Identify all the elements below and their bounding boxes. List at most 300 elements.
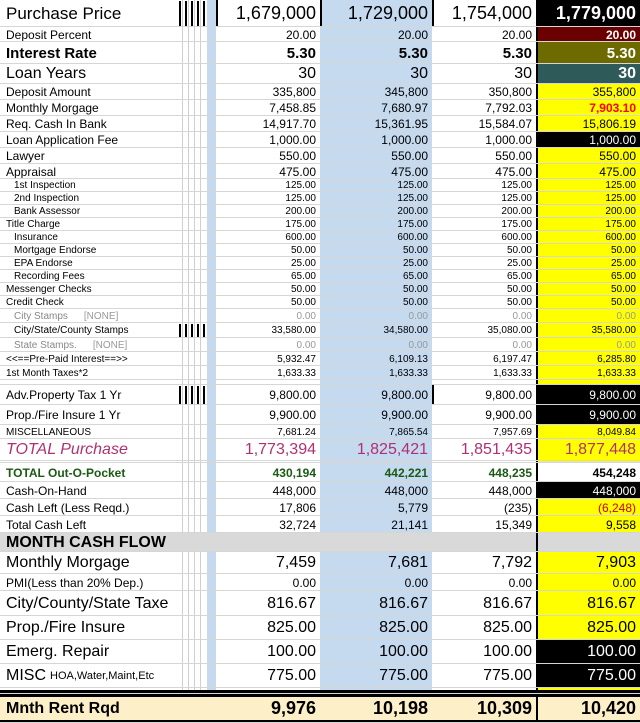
value-cell-col1[interactable] (216, 385, 320, 405)
value-cell-col1[interactable] (216, 309, 320, 323)
value-cell-col1[interactable] (216, 366, 320, 380)
value-text: 35,080.00 (487, 325, 532, 336)
value-text: 125.00 (397, 193, 428, 204)
value-text: 50.00 (506, 284, 532, 295)
row-label[interactable] (0, 533, 178, 552)
value-text: 825.00 (587, 619, 636, 636)
value-text: 35,580.00 (591, 325, 636, 336)
value-cell-col3[interactable] (432, 439, 536, 461)
row-label[interactable] (0, 552, 178, 574)
value-cell-col3[interactable] (432, 533, 536, 552)
column-divider-stripes (178, 439, 216, 461)
value-cell-col2[interactable] (320, 574, 432, 591)
value-cell-col3[interactable] (432, 482, 536, 499)
value-text: 600.00 (285, 232, 316, 243)
row-city-stamps (0, 309, 640, 323)
value-cell-col3[interactable] (432, 64, 536, 84)
column-divider-stripes (178, 405, 216, 425)
row-label[interactable] (0, 516, 178, 533)
value-cell-col4[interactable] (536, 533, 640, 552)
value-cell-col2[interactable] (320, 148, 432, 164)
value-cell-col4[interactable] (536, 366, 640, 380)
row-label[interactable] (0, 405, 178, 425)
row-label[interactable] (0, 64, 178, 84)
value-text: 25.00 (402, 258, 428, 269)
column-divider-stripes (178, 533, 216, 552)
value-cell-col4[interactable] (536, 385, 640, 405)
row-label[interactable] (0, 164, 178, 179)
value-cell-col3[interactable] (432, 100, 536, 116)
value-text: 448,000 (488, 483, 532, 498)
value-cell-col1[interactable] (216, 482, 320, 499)
row-label[interactable] (0, 640, 178, 664)
value-text: 100.00 (483, 643, 532, 660)
value-text: 7,680.97 (381, 101, 428, 115)
value-text: 7,792 (491, 554, 532, 571)
value-cell-col3[interactable] (432, 27, 536, 42)
column-divider-stripes (178, 148, 216, 164)
value-cell-col3[interactable] (432, 463, 536, 482)
value-cell-col2[interactable] (320, 425, 432, 439)
column-divider-stripes (178, 352, 216, 366)
value-text: 17,806 (279, 500, 316, 515)
value-text: 65.00 (402, 271, 428, 282)
value-cell-col2[interactable] (320, 132, 432, 148)
value-text: 5,779 (397, 500, 428, 515)
column-divider-stripes (178, 100, 216, 116)
row-label[interactable] (0, 352, 178, 366)
value-cell-col1[interactable] (216, 439, 320, 461)
value-cell-col3[interactable] (432, 338, 536, 352)
value-text: 50.00 (290, 284, 316, 295)
value-cell-col1[interactable] (216, 164, 320, 179)
value-text: 1,679,000 (235, 3, 316, 23)
value-text: 0.00 (404, 575, 428, 590)
value-cell-col1[interactable] (216, 323, 320, 338)
value-text: 100.00 (379, 643, 428, 660)
column-divider-stripes (178, 463, 216, 482)
row-deposit-percent (0, 27, 640, 42)
row-label[interactable] (0, 616, 178, 640)
row-pre-paid-interest (0, 352, 640, 366)
value-cell-col3[interactable] (432, 591, 536, 616)
value-cell-col2[interactable] (320, 27, 432, 42)
row-label[interactable] (0, 499, 178, 516)
row-label[interactable] (0, 84, 178, 100)
value-text: 50.00 (610, 297, 636, 308)
value-text: 600.00 (605, 232, 636, 243)
column-divider-stripes (178, 697, 216, 720)
value-text: 7,903.10 (589, 101, 636, 115)
value-text: 15,584.07 (478, 117, 532, 131)
value-text: 9,800.00 (269, 388, 316, 402)
value-text: 175.00 (397, 219, 428, 230)
value-text: 65.00 (506, 271, 532, 282)
value-cell-col3[interactable] (432, 116, 536, 132)
value-text: 50.00 (290, 245, 316, 256)
value-text: 125.00 (285, 193, 316, 204)
value-cell-col2[interactable] (320, 463, 432, 482)
value-text: 442,221 (384, 465, 428, 480)
value-cell-col2[interactable] (320, 516, 432, 533)
value-cell-col4[interactable] (536, 463, 640, 482)
value-cell-col4[interactable] (536, 697, 640, 720)
value-cell-col4[interactable] (536, 27, 640, 42)
value-text: 10,309 (476, 698, 532, 718)
row-label-text: City Stamps (14, 310, 68, 322)
row-label[interactable] (0, 132, 178, 148)
value-cell-col4[interactable] (536, 664, 640, 688)
row-label-text: Purchase Price (6, 3, 122, 23)
value-cell-col3[interactable] (432, 164, 536, 179)
value-cell-col4[interactable] (536, 64, 640, 84)
value-cell-col2[interactable] (320, 366, 432, 380)
row-1st-month-taxes-2 (0, 366, 640, 380)
value-cell-col4[interactable] (536, 84, 640, 100)
row-label[interactable] (0, 338, 178, 352)
value-text: 65.00 (610, 271, 636, 282)
value-text: 15,349 (495, 517, 532, 532)
row-label-text: State Stamps. (14, 339, 77, 351)
column-divider-stripes (178, 309, 216, 323)
value-text: 50.00 (506, 245, 532, 256)
value-text: 5,932.47 (277, 353, 316, 365)
value-cell-col2[interactable] (320, 405, 432, 425)
row-label-suffix: HOA,Water,Maint,Etc (50, 670, 155, 682)
value-cell-col1[interactable] (216, 27, 320, 42)
value-cell-col3[interactable] (432, 616, 536, 640)
row-cash-on-hand (0, 482, 640, 499)
row-label[interactable] (0, 0, 178, 27)
row-label[interactable] (0, 591, 178, 616)
value-cell-col1[interactable] (216, 132, 320, 148)
value-cell-col4[interactable] (536, 42, 640, 64)
column-divider-stripes (178, 516, 216, 533)
value-text: 30 (410, 65, 428, 82)
value-cell-col3[interactable] (432, 0, 536, 27)
value-cell-col3[interactable] (432, 132, 536, 148)
row-label-text: Cash-On-Hand (6, 483, 87, 498)
value-cell-col1[interactable] (216, 640, 320, 664)
value-cell-col4[interactable] (536, 352, 640, 366)
row-label-text: MONTH CASH FLOW (6, 533, 166, 551)
value-cell-col3[interactable] (432, 385, 536, 405)
value-cell-col3[interactable] (432, 640, 536, 664)
row-label-text: City/County/State Taxe (6, 594, 169, 612)
row-loan-years (0, 64, 640, 84)
value-cell-col4[interactable] (536, 591, 640, 616)
value-cell-col3[interactable] (432, 516, 536, 533)
value-text: 7,865.54 (389, 426, 428, 438)
row-loan-application-fee (0, 132, 640, 148)
row-emerg-repair (0, 640, 640, 664)
value-text: 475.00 (599, 164, 636, 179)
value-cell-col3[interactable] (432, 405, 536, 425)
value-cell-col3[interactable] (432, 309, 536, 323)
value-cell-col1[interactable] (216, 533, 320, 552)
value-cell-col1[interactable] (216, 425, 320, 439)
row-label-text: TOTAL Purchase (6, 441, 128, 458)
row-label-text: Interest Rate (6, 44, 97, 62)
value-text: 15,361.95 (374, 117, 428, 131)
row-label[interactable] (0, 463, 178, 482)
value-text: 21,141 (391, 517, 428, 532)
row-label[interactable] (0, 439, 178, 461)
value-cell-col1[interactable] (216, 552, 320, 574)
value-cell-col4[interactable] (536, 323, 640, 338)
value-cell-col2[interactable] (320, 697, 432, 720)
value-cell-col1[interactable] (216, 148, 320, 164)
value-text: 7,681 (387, 554, 428, 571)
row-mnth-rent-rqd (0, 694, 640, 723)
value-cell-col4[interactable] (536, 132, 640, 148)
value-cell-col2[interactable] (320, 0, 432, 27)
value-cell-col1[interactable] (216, 352, 320, 366)
value-text: 100.00 (267, 643, 316, 660)
value-cell-col2[interactable] (320, 338, 432, 352)
value-text: 200.00 (501, 206, 532, 217)
value-text: 9,900.00 (381, 408, 428, 422)
value-cell-col4[interactable] (536, 439, 640, 461)
value-text: 550.00 (599, 149, 636, 163)
value-cell-col4[interactable] (536, 0, 640, 27)
value-cell-col4[interactable] (536, 405, 640, 425)
row-label[interactable] (0, 482, 178, 499)
value-cell-col1[interactable] (216, 499, 320, 516)
column-divider-stripes (178, 425, 216, 439)
value-text: 0.00 (616, 339, 636, 351)
value-text: 50.00 (506, 297, 532, 308)
row-label[interactable] (0, 148, 178, 164)
value-cell-col2[interactable] (320, 64, 432, 84)
value-text: 5.30 (502, 44, 532, 62)
value-cell-col4[interactable] (536, 574, 640, 591)
value-text: 1,000.00 (269, 133, 316, 147)
column-divider-stripes (178, 640, 216, 664)
value-cell-col2[interactable] (320, 616, 432, 640)
value-text: 125.00 (501, 180, 532, 191)
row-label-text: Monthly Morgage (6, 554, 130, 571)
value-text: 350,800 (488, 85, 532, 99)
value-cell-col2[interactable] (320, 499, 432, 516)
row-label[interactable] (0, 309, 178, 323)
column-divider-stripes (178, 366, 216, 380)
value-cell-col1[interactable] (216, 574, 320, 591)
row-label-text: Prop./Fire Insure 1 Yr (6, 408, 121, 422)
value-text: 825.00 (483, 619, 532, 636)
value-cell-col1[interactable] (216, 516, 320, 533)
value-cell-col1[interactable] (216, 0, 320, 27)
value-cell-col1[interactable] (216, 591, 320, 616)
value-cell-col2[interactable] (320, 482, 432, 499)
value-cell-col4[interactable] (536, 338, 640, 352)
value-cell-col2[interactable] (320, 42, 432, 64)
value-cell-col2[interactable] (320, 309, 432, 323)
value-text: 7,903 (595, 554, 636, 571)
column-divider-stripes (178, 338, 216, 352)
value-cell-col1[interactable] (216, 616, 320, 640)
value-cell-col1[interactable] (216, 116, 320, 132)
value-cell-col1[interactable] (216, 664, 320, 688)
value-cell-col1[interactable] (216, 42, 320, 64)
value-cell-col3[interactable] (432, 352, 536, 366)
value-cell-col3[interactable] (432, 574, 536, 591)
value-text: 9,900.00 (589, 408, 636, 422)
value-cell-col3[interactable] (432, 697, 536, 720)
value-text: 448,000 (272, 483, 316, 498)
value-cell-col2[interactable] (320, 116, 432, 132)
row-total-purchase (0, 439, 640, 461)
value-cell-col3[interactable] (432, 425, 536, 439)
value-text: 200.00 (605, 206, 636, 217)
value-cell-col3[interactable] (432, 84, 536, 100)
value-cell-col4[interactable] (536, 148, 640, 164)
row-label[interactable] (0, 425, 178, 439)
value-text: 125.00 (397, 180, 428, 191)
value-cell-col4[interactable] (536, 425, 640, 439)
value-cell-col2[interactable] (320, 640, 432, 664)
row-label-text: Loan Application Fee (6, 133, 119, 147)
value-cell-col4[interactable] (536, 616, 640, 640)
value-text: 30 (514, 65, 532, 82)
value-cell-col1[interactable] (216, 100, 320, 116)
value-text: 1,633.33 (493, 367, 532, 379)
row-label[interactable] (0, 100, 178, 116)
value-cell-col1[interactable] (216, 463, 320, 482)
value-cell-col2[interactable] (320, 164, 432, 179)
value-cell-col2[interactable] (320, 552, 432, 574)
value-text: 1,000.00 (381, 133, 428, 147)
value-text: 9,800.00 (485, 388, 532, 402)
value-text: 25.00 (290, 258, 316, 269)
value-cell-col2[interactable] (320, 84, 432, 100)
value-text: 30 (618, 65, 636, 82)
value-cell-col3[interactable] (432, 148, 536, 164)
value-text: 200.00 (285, 206, 316, 217)
value-cell-col1[interactable] (216, 64, 320, 84)
column-divider-stripes (178, 42, 216, 64)
value-cell-col1[interactable] (216, 697, 320, 720)
row-total-out-o-pocket (0, 463, 640, 482)
row-label[interactable] (0, 574, 178, 591)
value-cell-col3[interactable] (432, 499, 536, 516)
value-cell-col4[interactable] (536, 499, 640, 516)
value-cell-col1[interactable] (216, 405, 320, 425)
row-label-text: Deposit Percent (6, 27, 92, 42)
column-divider-stripes (178, 574, 216, 591)
value-text: 25.00 (610, 258, 636, 269)
value-text: 1,877,448 (564, 441, 636, 458)
value-text: 475.00 (495, 164, 532, 179)
value-text: 448,000 (384, 483, 428, 498)
row-label[interactable] (0, 27, 178, 42)
column-divider-stripes (178, 591, 216, 616)
row-label-text: Bank Assessor (14, 206, 81, 217)
value-text: 7,792.03 (485, 101, 532, 115)
value-cell-col2[interactable] (320, 439, 432, 461)
row-label[interactable] (0, 116, 178, 132)
value-cell-col3[interactable] (432, 366, 536, 380)
value-cell-col4[interactable] (536, 482, 640, 499)
value-cell-col4[interactable] (536, 516, 640, 533)
row-label[interactable] (0, 366, 178, 380)
row-label-text: 2nd Inspection (14, 193, 80, 204)
value-text: 816.67 (587, 594, 636, 612)
value-text: 7,459 (275, 554, 316, 571)
value-cell-col4[interactable] (536, 309, 640, 323)
value-cell-col1[interactable] (216, 84, 320, 100)
value-cell-col4[interactable] (536, 164, 640, 179)
value-cell-col4[interactable] (536, 116, 640, 132)
value-text: 454,248 (592, 465, 636, 480)
value-text: 448,235 (488, 465, 532, 480)
value-text: 448,000 (592, 483, 636, 498)
value-text: 9,558 (605, 517, 636, 532)
value-text: 5.30 (286, 44, 316, 62)
value-cell-col3[interactable] (432, 323, 536, 338)
value-text: 1,000.00 (589, 133, 636, 147)
row-label[interactable] (0, 385, 178, 405)
value-cell-col2[interactable] (320, 100, 432, 116)
row-label-text: Title Charge (6, 219, 61, 230)
row-label-text: Monthly Morgage (6, 101, 99, 115)
value-text: 775.00 (483, 667, 532, 684)
value-text: 0.00 (612, 575, 636, 590)
column-divider-stripes (178, 616, 216, 640)
row-state-stamps (0, 338, 640, 352)
value-cell-col3[interactable] (432, 42, 536, 64)
column-divider-stripes (178, 499, 216, 516)
value-text: 125.00 (501, 193, 532, 204)
value-cell-col4[interactable] (536, 100, 640, 116)
value-cell-col4[interactable] (536, 640, 640, 664)
row-label[interactable] (0, 42, 178, 64)
value-cell-col2[interactable] (320, 591, 432, 616)
row-label-text: <<==Pre-Paid Interest==>> (6, 353, 128, 365)
row-label-text: Messenger Checks (6, 284, 92, 295)
value-cell-col3[interactable] (432, 664, 536, 688)
value-text: 50.00 (402, 284, 428, 295)
value-cell-col4[interactable] (536, 552, 640, 574)
value-cell-col2[interactable] (320, 664, 432, 688)
value-cell-col2[interactable] (320, 352, 432, 366)
row-prop-fire-insure (0, 616, 640, 640)
row-misc (0, 664, 640, 688)
value-text: 825.00 (379, 619, 428, 636)
value-cell-col2[interactable] (320, 323, 432, 338)
row-label-text: TOTAL Out-O-Pocket (6, 465, 126, 480)
row-monthly-morgage (0, 100, 640, 116)
value-cell-col1[interactable] (216, 338, 320, 352)
value-cell-col3[interactable] (432, 552, 536, 574)
row-label-text: EPA Endorse (14, 258, 73, 269)
value-cell-col2[interactable] (320, 385, 432, 405)
column-divider-stripes (178, 323, 216, 338)
row-label[interactable] (0, 323, 178, 338)
row-label-text: Mortgage Endorse (14, 245, 97, 256)
value-text: 0.00 (296, 310, 316, 322)
row-prop-fire-insure-1-yr (0, 405, 640, 425)
value-text: 9,976 (270, 698, 316, 718)
row-label[interactable] (0, 664, 178, 688)
value-text: 50.00 (290, 297, 316, 308)
value-text: 1,779,000 (555, 3, 636, 23)
value-text: 550.00 (391, 149, 428, 163)
row-label-text: Total Cash Left (6, 517, 87, 532)
value-cell-col2[interactable] (320, 533, 432, 552)
row-label[interactable] (0, 697, 178, 720)
value-text: 600.00 (501, 232, 532, 243)
